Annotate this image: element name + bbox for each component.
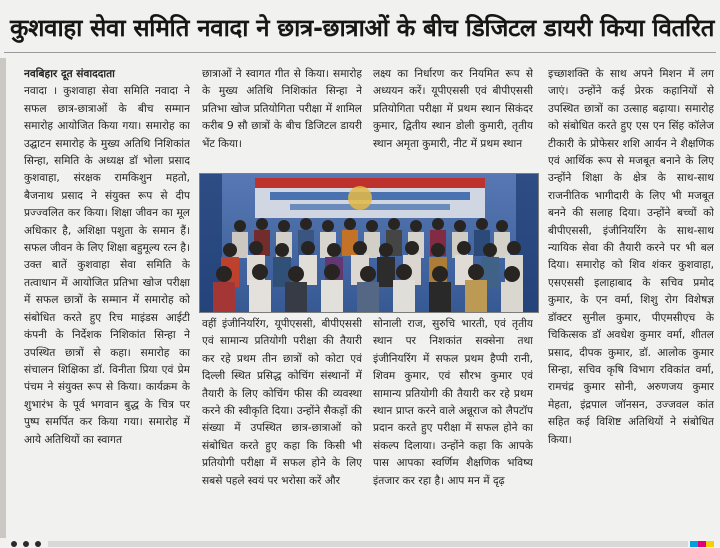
article-column-3-top (373, 66, 533, 170)
article-text-column-2-top: छात्राओं ने स्वागत गीत से किया। समारोह के मुख्य अतिथि निशिकांत सिन्हा ने प्रतिभा खोज प्रतियोगिता परीक्षा में शामिल करीब 9 सौ छात्रों के बीच डिजिटल डायरी भेंट किया। (202, 68, 362, 150)
article-column-4 (548, 66, 714, 534)
article-text-column-3-top: लक्ष्य का निर्धारण कर नियमित रूप से अध्ययन करें। यूपीएससी एवं बीपीएससी प्रतियोगिता परीक्षा में प्रथम स्थान सिकंदर कुमार, द्वितीय स्थान डोली कुमारी, तृतीय स्थान अमृता कुमारी, नीट में प्रथम स्थान (373, 68, 533, 150)
article-column-2-top (202, 66, 362, 170)
article-text-column-1: नवादा । कुशवाहा सेवा समिति नवादा ने सफल छात्र-छात्राओं के बीच सम्मान समारोह आयोजित किया गया। समारोह का उद्घाटन समारोह के मुख्य अतिथि निशिकांत सिन्हा, समिति के अध्यक्ष डॉ भोला प्रसाद कुशवाहा, संरक्षक रामकिशुन महतो, बैजनाथ प्रसाद ने संयुक्त रूप से दीप प्रज्ज्वलित कर किया। शिक्षा जीवन का मूल अधिकार है, अशिक्षा पशुता के समान हैं। सफल जीवन के लिए शिक्षा बहुमूल्य रत्न है। उक्त बातें कुशवाहा सेवा समिति के तत्वाधान में आयोजित प्रतिभा खोज परीक्षा में सफल छात्रों के सम्मान में समारोह को संबोधित करते हुए रिच माइंडस आईटी कंपनी के निर्देशक निशिकांत सिन्हा ने उपस्थित छात्रों से कहा। समारोह का संचालन शिक्षिका डॉ. विनीता प्रिया एवं प्रेम पंचम ने संयुक्त रूप से किया। कार्यक्रम के शुभारंभ के पूर्व भगवान बुद्ध के चित्र पर पुष्प समर्पित कर किया गया। समारोह में आये अतिथियों का स्वागत (24, 85, 190, 446)
headline-rule (4, 52, 716, 53)
article-column-2-bottom (202, 316, 362, 534)
event-group-photo (199, 173, 539, 313)
headline: कुशवाहा सेवा समिति नवादा ने छात्र-छात्राओं के बीच डिजिटल डायरी किया वितरित (10, 14, 715, 42)
dateline: नवबिहार दूत संवाददाता (24, 68, 115, 80)
article-text-column-4: इच्छाशक्ति के साथ अपने मिशन में लग जाएं। उन्होंने कई प्रेरक कहानियों से उपस्थित छात्रों का उत्साह बढ़ाया। समारोह को संबोधित करते हुए एस एन सिंह कॉलेज टीकारी के प्रोफेसर शशि आर्यन ने शैक्षणिक एवं आर्थिक रूप से मजबूत बनाने के लिए उन्होंने शिक्षा के क्षेत्र के साथ-साथ राजनीतिक भागीदारी के लिए भी मजबूत बनने की सलाह दिया। उन्होंने बच्चों को बीपीएससी, इंजीनियरिंग के साथ-साथ न्यायिक सेवा की तैयारी करने पर भी बल दिया। समारोह को शिव शंकर कुशवाहा, एसएससी इलाहाबाद के सचिव प्रमोद कुमार, के एन वर्मा, शिशु रोग विशेषज्ञ डॉक्टर सुनील कुमार, पीएमसीएच के चिकित्सक डॉ अवधेश कुमार वर्मा, शीतल प्रसाद, दीपक कुमार, डॉ. आलोक कुमार सिन्हा, सचिव कृषि विभाग रविकांत वर्मा, रामचंद्र कुमार सोनी, अरुणजय कुमार मेहता, इंद्रपाल जॉनसन, उज्जवल कांत सहित कई विशिष्ट अतिथियों ने संबोधित किया। (548, 68, 714, 446)
article-column-1 (24, 66, 190, 534)
group-photo-illustration (200, 174, 538, 312)
article-text-column-2-bottom: वहीं इंजीनियरिंग, यूपीएससी, बीपीएससी एवं सामान्य प्रतियोगी परीक्षा की तैयारी कर रहे प्रथम तीन छात्रों को कोटा एवं दिल्ली स्थित प्रसिद्ध कोचिंग संस्थानों में तैयारी के लिए कोचिंग फीस की व्यवस्था करने की स्वीकृति दिया। उन्होंने सैकड़ों की संख्या में उपस्थित छात्र-छात्राओं को संबोधित करते हुए कहा कि किसी भी प्रतियोगी परीक्षा में सफल होने के लिए सबसे पहले स्वयं पर भरोसा करें और (202, 318, 362, 487)
article-column-3-bottom (373, 316, 533, 534)
adjacent-column-edge (0, 58, 6, 538)
printer-registration-strip (0, 540, 720, 548)
article-text-column-3-bottom: सोनाली राज, सुरुचि भारती, एवं तृतीय स्थान पर निशकांत सक्सेना तथा इंजीनियरिंग में सफल प्रथम हैप्पी रानी, शिवम कुमार, एवं सौरभ कुमार एवं सामान्य प्रतियोगी की तैयारी कर रहे प्रथम स्थान प्राप्त करने वाले अन्नूराज को लैपटॉप प्रदान करते हुए परीक्षा में सफल होने का संकल्प दिलाया। उन्होंने कहा कि आपके पास आपका स्वर्णिम शैक्षणिक भविष्य इंतजार कर रहा है। आप मन में दृढ़ (373, 318, 533, 487)
